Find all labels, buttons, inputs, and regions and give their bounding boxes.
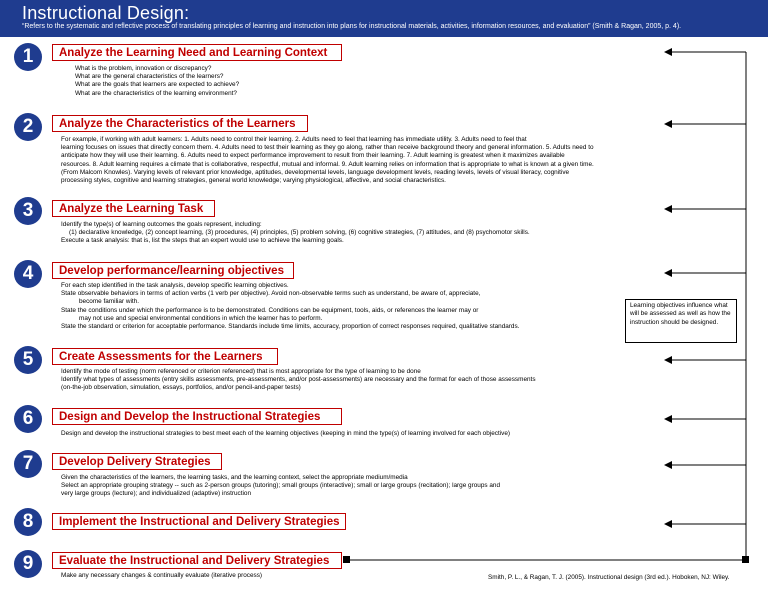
- description-line: Select an appropriate grouping strategy -- such as 2-person groups (tutoring); small groups (interactive); small or large groups (recitation); large groups and: [61, 482, 501, 490]
- page-title: Instructional Design:: [22, 3, 190, 23]
- step-number-5: 5: [14, 346, 42, 374]
- step-title-5: Create Assessments for the Learners: [52, 348, 278, 365]
- step-number-3: 3: [14, 197, 42, 225]
- feedback-start-marker: [343, 556, 350, 563]
- description-line: What are the characteristics of the learning environment?: [75, 89, 237, 97]
- step-number-2: 2: [14, 113, 42, 141]
- step-description-2: [61, 136, 594, 185]
- step-title-7: Develop Delivery Strategies: [52, 453, 222, 470]
- step-description-1: [75, 65, 239, 98]
- description-line: (on-the-job observation, simulation, essays, portfolios, and/or pencil-and-paper tests): [61, 384, 301, 392]
- description-line: Make any necessary changes & continually evaluate (iterative process): [61, 572, 263, 579]
- step-title-8: Implement the Instructional and Delivery Strategies: [52, 513, 346, 530]
- description-line: Identify what types of assessments (entry skills assessments, pre-assessments, and/or post-assessments) are necessary and the format for each of those assessments: [61, 376, 536, 384]
- description-line: (From Malcom Knowles). Varying levels of relevant prior knowledge, aptitudes, developmental levels, language development levels, reading levels, levels of visual literacy, cognitive: [61, 168, 570, 176]
- step-title-1: Analyze the Learning Need and Learning Context: [52, 44, 342, 61]
- description-line: (1) declarative knowledge, (2) concept learning, (3) procedures, (4) principles, (5) problem solving, (6) cognitive strategies, (7) attitudes, and (8) psychomotor skills.: [69, 229, 530, 237]
- description-line: Identify the type(s) of learning outcomes the goals represent, including:: [61, 221, 262, 228]
- description-line: resources. 8. Adult learning requires a climate that is collaborative, respectful, mutual and informal. 9. Adult learning relies on information that is appropriate to what is known at a given time.: [61, 160, 594, 168]
- step-description-3: [61, 221, 530, 246]
- description-line: State observable behaviors in terms of action verbs (1 verb per objective). Avoid non-observable terms such as understand, be aware of, appreciate,: [61, 290, 481, 298]
- description-line: State the standard or criterion for acceptable performance. Standards include time limits, accuracy, proportion of correct responses required, qualitative standards.: [61, 323, 520, 331]
- description-line: Execute a task analysis: that is, list the steps that an expert would use to achieve the learning goals.: [61, 237, 344, 245]
- description-line: What are the goals that learners are expected to achieve?: [75, 81, 240, 89]
- step-number-4: 4: [14, 260, 42, 288]
- step-title-9: Evaluate the Instructional and Delivery Strategies: [52, 552, 342, 569]
- description-line: may not use and special environmental conditions in which the learner has to perform.: [79, 314, 323, 322]
- citation: Smith, P. L., & Ragan, T. J. (2005). Instructional design (3rd ed.). Hoboken, NJ: Wiley.: [488, 574, 730, 581]
- step-description-4: [61, 282, 519, 331]
- step-description-6: [61, 430, 510, 438]
- step-description-7: [61, 474, 500, 499]
- description-line: What are the general characteristics of the learners?: [75, 73, 224, 81]
- description-line: Identify the mode of testing (norm referenced or criterion referenced) that is most appropriate for the type of learning to be done: [61, 368, 421, 375]
- page-subtitle: “Refers to the systematic and reflective process of translating principles of learning and instruction into plans for instructional materials, activities, information resources, and evaluation” (Smith & Ragan, 2005, p. 4).: [22, 23, 682, 30]
- description-line: For example, if working with adult learners: 1. Adults need to control their learning. 2. Adults need to feel that learning has immediate utility. 3. Adults need to feel that: [61, 136, 527, 143]
- step-number-6: 6: [14, 405, 42, 433]
- step-description-5: [61, 368, 536, 393]
- description-line: very large groups (lecture); and individualized (adaptive) instruction: [61, 490, 252, 498]
- description-line: Design and develop the instructional strategies to best meet each of the learning objectives (keeping in mind the type(s) of learning involved for each objective): [61, 430, 511, 437]
- step-title-3: Analyze the Learning Task: [52, 200, 215, 217]
- step-number-8: 8: [14, 508, 42, 536]
- step-title-2: Analyze the Characteristics of the Learners: [52, 115, 308, 132]
- step-description-9: [61, 572, 262, 580]
- description-line: learning focuses on issues that directly concern them. 4. Adults need to test their learning as they go along, rather than receive background theory and general information. 5. Adults need to: [61, 144, 594, 152]
- feedback-corner-marker: [742, 556, 749, 563]
- description-line: processing styles, cognitive and learning strategies, general world knowledge; varying physiological, affective, and social characteristics.: [61, 177, 446, 185]
- step-title-4: Develop performance/learning objectives: [52, 262, 294, 279]
- description-line: For each step identified in the task analysis, develop specific learning objectives.: [61, 282, 289, 289]
- description-line: What is the problem, innovation or discrepancy?: [75, 65, 212, 72]
- step-number-9: 9: [14, 550, 42, 578]
- description-line: Given the characteristics of the learners, the learning tasks, and the learning context, select the appropriate medium/media: [61, 474, 408, 481]
- objectives-note: Learning objectives influence what will be assessed as well as how the instruction should be designed.: [625, 299, 737, 343]
- description-line: anticipate how they will use their learning. 6. Adults need to expect performance improvement to result from their learning. 7. Adult learning is greatest when it maximizes available: [61, 152, 565, 160]
- step-title-6: Design and Develop the Instructional Strategies: [52, 408, 342, 425]
- step-number-7: 7: [14, 450, 42, 478]
- step-number-1: 1: [14, 43, 42, 71]
- description-line: State the conditions under which the performance is to be demonstrated. Conditions can be equipment, tools, aids, or references the learner may or: [61, 306, 479, 314]
- description-line: become familiar with.: [79, 298, 140, 306]
